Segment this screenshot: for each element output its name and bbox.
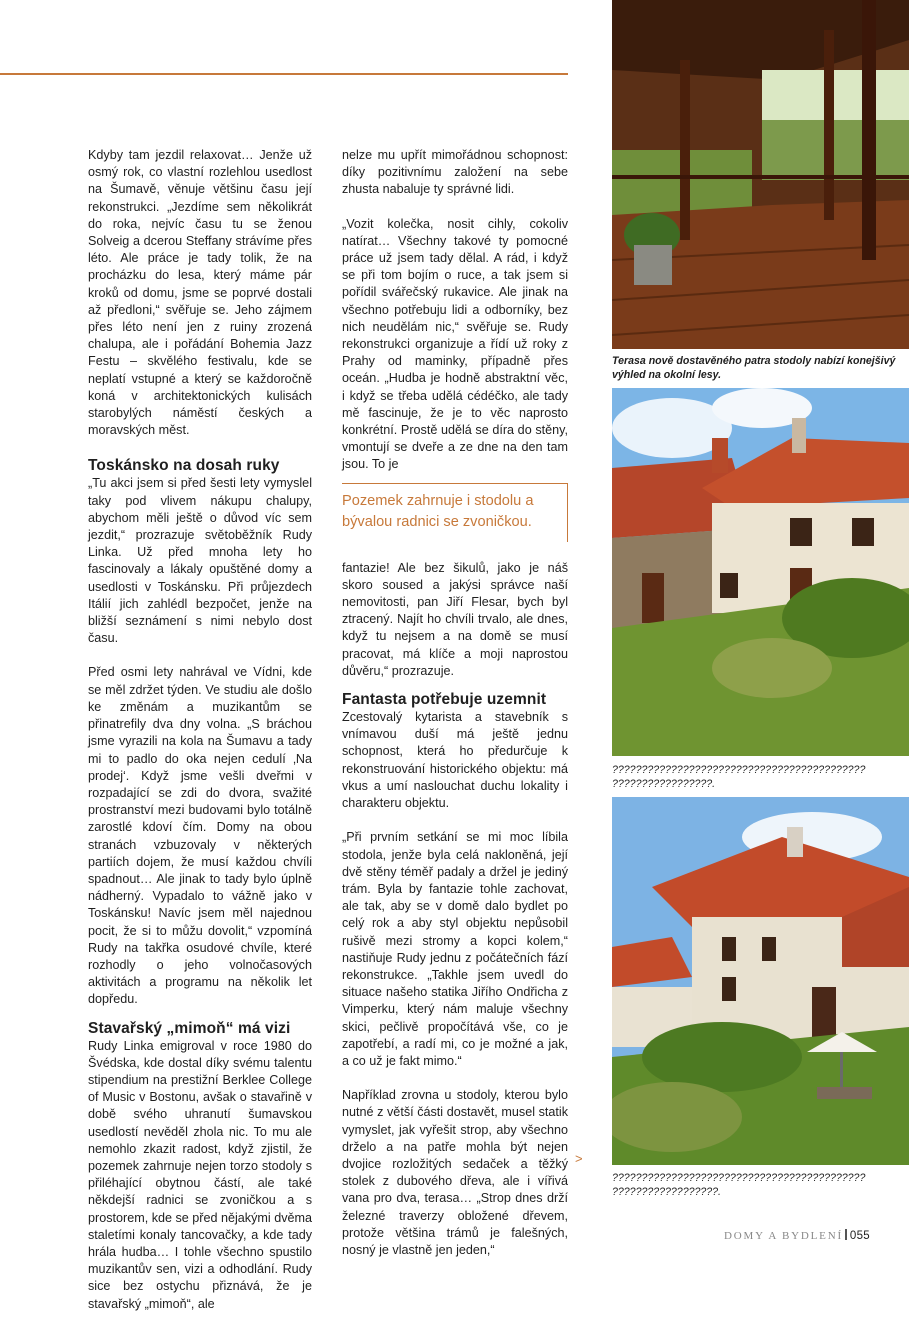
continue-arrow-icon: > xyxy=(575,1151,583,1166)
photo-caption: ??????????????????????????????????????????? ??????????????????. xyxy=(612,1172,866,1198)
text-column-left xyxy=(88,147,312,1330)
body-paragraph: „Při prvním setkání se mi moc líbila stodola, jenže byla celá nakloněná, její dvě stěny téměř padaly a držel je jediný trám. Byla by fantazie tohle zachovat, ale tak, aby se v domě dalo bydlet po celý rok a aby styl objektu nepůsobil rušivě mezi stromy a kopci kolem,“ nastiňuje Rudy jednu z počátečních fází rekonstrukce. „Takhle jsem uvedl do situace našeho statika Jiřího Ondřicha z Vimperku, který nám maluje všechny skici, pečlivě propočítává vše, co je zapotřebí, a radí mi, co je možné a jak, a co už je fakt mimo.“ xyxy=(342,830,568,1068)
magazine-name: DOMY A BYDLENÍ xyxy=(724,1230,843,1242)
body-paragraph: Rudy Linka emigroval v roce 1980 do Švédska, kde dostal díky svému talentu stipendium na prestižní Berklee College of Music v Bostonu, avšak o stavařině v době svého uhranutí šumavskou usedlostí nevěděl zhola nic. To mu ale nemohlo zkazit radost, když zjistil, že pozemek zahrnuje nejen torzo stodoly s přiléhající obytnou částí, ale také někdejší radnici se zvoničkou a s prostorem, kde se před nějakými dvěma staletími konaly tancovačky, a kde tady hrála hudba… I tohle všechno spustilo muzikantův sen, vizi a odhodlání. Rudy sice bez ostychu přiznává, že je stavařský „mimoň“, ale xyxy=(88,1038,312,1311)
body-paragraph: Před osmi lety nahrával ve Vídni, kde se měl zdržet týden. Ve studiu ale došlo ke změnám a muzikantům se přinatrefily dva dny volna. „S bráchou jsme vyrazili na kola na Šumavu a tady mi to padlo do oka nejen cedulí ‚Na prodej‘. Když jsme vešli dveřmi v rozpadající se zdi do dvora, svažité prostranství mezi budovami bylo totálně zarostlé kdoví čím. Domy na obou stranách vzbuzovaly v některých partiích dojem, že musí každou chvíli spadnout… Ale jinak to tady bylo úplně nádherný. Vypadalo to vážně jako v Toskánsku! Navíc jsem měl najednou pocit, že si to můžu dovolit,“ vzpomíná Rudy na takřka osudové chvíle, které rozhodly o jeho volnočasových aktivitách a programu na několik let dopředu. xyxy=(88,665,312,1007)
pull-quote: Pozemek zahrnuje i stodolu a bývalou radnici se zvoničkou. xyxy=(342,483,568,542)
photo-garden xyxy=(612,797,909,1165)
text-column-right xyxy=(342,147,568,1276)
photo-caption: Terasa nově dostavěného patra stodoly nabízí konejšivý výhled na okolní lesy. xyxy=(612,355,896,381)
photo-terrace xyxy=(612,0,909,349)
photo-caption: ??????????????????????????????????????????? ?????????????????. xyxy=(612,764,866,790)
footer-divider xyxy=(845,1229,847,1240)
subheading: Toskánsko na dosah ruky xyxy=(88,457,280,475)
subheading: Stavařský „mimoň“ má vizi xyxy=(88,1019,291,1037)
body-paragraph: Například zrovna u stodoly, kterou bylo nutné z větší části dostavět, musel statik vymyslet, jak vyřešit strop, aby všechno drželo a na patře mohla být nejen dvojice rozložitých sedaček a těžký stolek z dubového dřeva, ale i vířivá vana pro dva, terasa… „Strop dnes drží železné traverzy obložené dřevem, protože většina trámů je falešných, nosný je vlastně jen jeden,“ xyxy=(342,1088,568,1257)
header-rule xyxy=(0,73,568,75)
photo-courtyard xyxy=(612,388,909,756)
body-paragraph: „Vozit kolečka, nosit cihly, cokoliv natírat… Všechny takové ty pomocné práce už jsem tady dělal. A rád, i když se při tom bojím o ruce, a tak jsem si pořídil svářečský rukavice. Ale jinak na všechno potřebuju lidi a odborníky, bez nich neudělám nic,“ svěřuje se. Rudy rekonstrukci organizuje a řídí už roky z Prahy od maminky, případně přes oceán. „Hudba je hodně abstraktní věc, i když se třeba udělá cédéčko, ale tady mě fascinuje, že je to věc naprosto konkrétní. Prostě udělá se díra do stěny, vmontují se dveře a ze dne na den tam jsou. To je xyxy=(342,216,568,472)
body-paragraph: nelze mu upřít mimořádnou schopnost: díky pozitivnímu založení na sebe zhusta nabaluje ty správné lidi. xyxy=(342,148,568,197)
body-paragraph: fantazie! Ale bez šikulů, jako je náš skoro soused a jakýsi správce naší nemovitosti, pan Jiří Flesar, bych byl ztracený. Najít ho chvíli trvalo, ale dnes, když tu nejsem a na domě se musí pracovat, má klíče a moji naprostou důvěru,“ prozrazuje. xyxy=(342,560,568,678)
page-number: 055 xyxy=(849,1230,870,1242)
subheading: Fantasta potřebuje uzemnit xyxy=(342,691,547,709)
page-footer xyxy=(724,1229,870,1242)
body-paragraph: „Tu akci jsem si před šesti lety vymyslel taky pod vlivem nákupu chalupy, abychom měli ještě o důvod víc sem jezdit,“ prozrazuje světoběžník Rudy Linka. Už před mnoha lety ho fascinovaly a lákaly opuštěné domy a usedlosti v Toskánsku. Při průjezdech Itálií jich zahlédl bezpočet, jenže na bližší seznámení s nimi nebylo dost času. xyxy=(88,476,312,646)
body-paragraph: Kdyby tam jezdil relaxovat… Jenže už osmý rok, co vlastní rozlehlou usedlost na Šumavě, věnuje většinu času její rekonstrukci. „Jezdíme sem několikrát do roka, nejvíc času tu se ženou Solveig a dcerou Steffany strávíme přes léto. Ale práce je tady tolik, že na procházku do lesa, který máme pár kroků od domu, jsme se poprvé dostali až předloni,“ svěřuje se. Jeho zájmem přes léto není jen z ruiny zrozená chalupa, ale i pořádání Bohemia Jazz Festu – skvělého festivalu, kde se neplatí vstupné a který se každoročně koná v architektonických kulisách starobylých náměstí českých a moravských měst. xyxy=(88,148,312,438)
body-paragraph: Zcestovalý kytarista a stavebník s vnímavou duší má ještě jednu schopnost, která ho předurčuje k rekonstruování historického objektu: má vkus a umí naslouchat duchu lokality i charakteru objektu. xyxy=(342,710,568,811)
